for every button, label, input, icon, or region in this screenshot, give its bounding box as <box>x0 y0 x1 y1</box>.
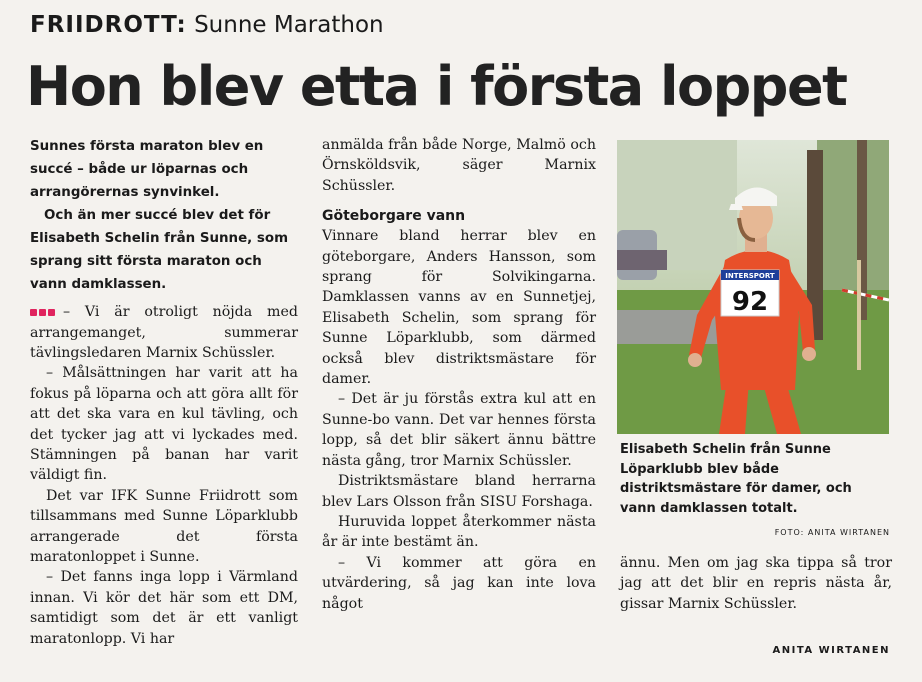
photo-credit: FOTO: ANITA WIRTANEN <box>774 528 890 537</box>
section-marker-icon <box>30 302 57 322</box>
runner-photo <box>617 140 889 434</box>
body-paragraph: – Vi kommer att göra en utvärdering, så jag kan inte lova något <box>322 554 596 612</box>
body-paragraph: – Det fanns inga lopp i Värmland innan. Vi kör det här som ett DM, samtidigt som det är ett vanligt maratonlopp. Vi har <box>30 569 298 647</box>
runner-illustration <box>617 140 889 434</box>
body-paragraph: – Målsättningen har varit att ha fokus på löparna och att göra allt för att det ska vara en kul tävling, och det tycker jag att vi lyckades med. Stämningen på banan har varit väldigt fin. <box>30 365 298 484</box>
body-paragraph: Det var IFK Sunne Friidrott som tillsammans med Sunne Löparklubb arrangerade det första maratonloppet i Sunne. <box>30 487 298 566</box>
kicker <box>30 10 384 40</box>
body-text: – Vi är otroligt nöjda med arrangemanget, summerar tävlingsledaren Marnix Schüssler. <box>30 304 298 362</box>
lead-paragraph: Och än mer succé blev det för Elisabeth Schelin från Sunne, som sprang sitt första maraton och vann damklassen. <box>30 208 289 292</box>
body-paragraph <box>30 302 298 363</box>
column-1 <box>30 135 298 649</box>
body-paragraph: anmälda från både Norge, Malmö och Örnsköldsvik, säger Marnix Schüssler. <box>322 137 596 194</box>
kicker-section: FRIIDROTT: <box>30 12 187 38</box>
bib-sponsor: INTERSPORT <box>725 272 775 280</box>
headline: Hon blev etta i första loppet <box>26 55 847 118</box>
body-paragraph: – Det är ju förstås extra kul att en Sunne-bo vann. Det var hennes första lopp, så det blir säkert ännu bättre nästa gång, tror Marnix Schüssler. <box>322 391 596 469</box>
bib-number: 92 <box>731 287 769 317</box>
lead-paragraph: Sunnes första maraton blev en succé – både ur löparnas och arrangörernas synvinkel. <box>30 139 264 200</box>
body-paragraph: ännu. Men om jag ska tippa så tror jag att det blir en repris nästa år, gissar Marnix Schüssler. <box>620 555 892 612</box>
subhead: Göteborgare vann <box>322 208 466 225</box>
lead <box>30 135 298 296</box>
body-paragraph: Huruvida loppet återkommer nästa år är inte bestämt än. <box>322 513 596 551</box>
photo-caption <box>620 440 890 543</box>
byline: ANITA WIRTANEN <box>772 645 890 656</box>
column-3 <box>620 553 892 614</box>
body-paragraph: Distriktsmästare bland herrarna blev Lars Olsson från SISU Forshaga. <box>322 473 596 510</box>
body-paragraph: Vinnare bland herrar blev en göteborgare, Anders Hansson, som sprang för Solvikingarna. Damklassen vanns av en Sunnetjej, Elisabeth Schelin, som sprang för Sunne Löparklubb, som därmed också blev distriktsmästare för damer. <box>322 228 596 388</box>
column-2 <box>322 135 596 614</box>
kicker-topic: Sunne Marathon <box>194 12 384 38</box>
caption-text: Elisabeth Schelin från Sunne Löparklubb blev både distriktsmästare för damer, och vann damklassen totalt. <box>620 442 852 516</box>
